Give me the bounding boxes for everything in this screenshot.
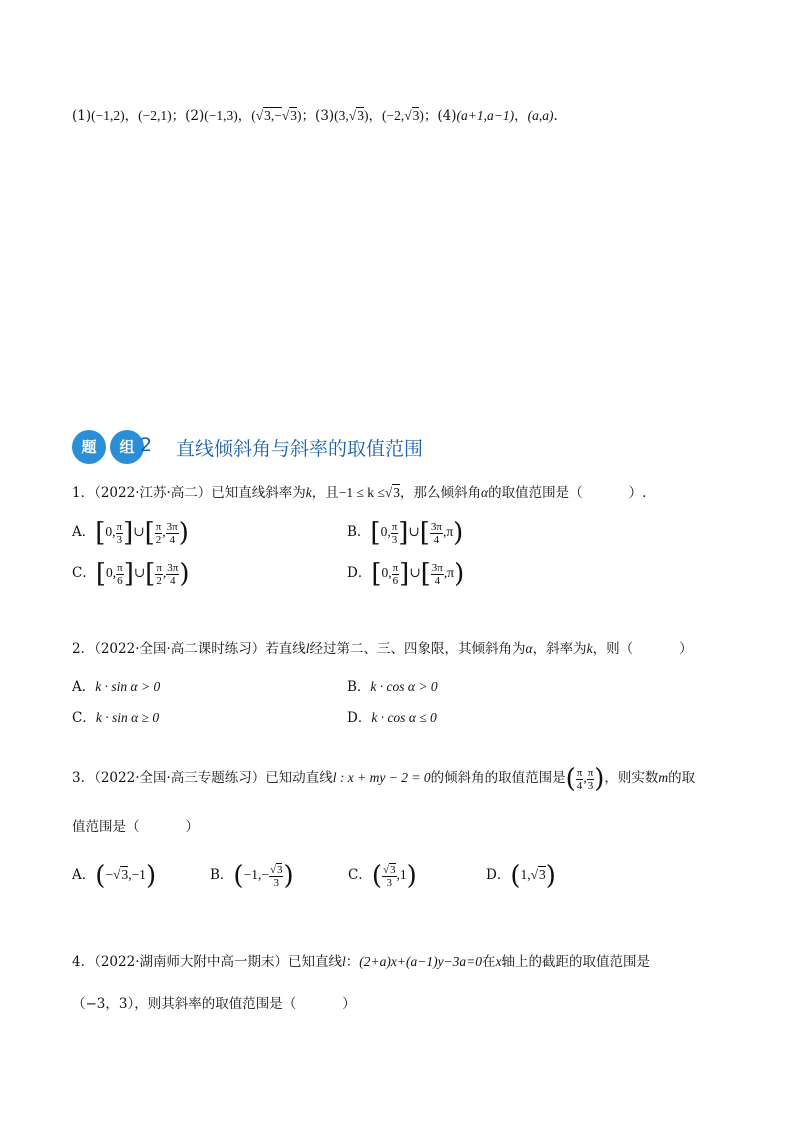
section-heading — [72, 430, 732, 464]
separator: ； — [423, 108, 438, 124]
answer-4b: (a,a) — [527, 108, 554, 123]
q3-option-d[interactable]: D．(1,√3) — [486, 861, 556, 891]
answer-1b: (−2,1) — [138, 108, 172, 123]
q1-option-c[interactable]: C．[0, $\frac{\pi}{6}$ ]∪[ $\frac{\pi}{2}$ , $\frac{3\pi}{4}$ ) — [72, 559, 190, 589]
question-4-line-2: （−3，3），则其斜率的取值范围是（ ） — [72, 996, 356, 1012]
q3-option-b[interactable]: B．(−1,− $\frac{√3}{3}$ ) — [210, 861, 294, 891]
q2-option-c[interactable]: C．k · sin α ≥ 0 — [72, 710, 160, 726]
answer-3b: (−2,√3) — [381, 108, 424, 123]
period: . — [553, 108, 558, 124]
q2-option-d[interactable]: D．k · cos α ≤ 0 — [347, 710, 437, 726]
q2-option-b[interactable]: B．k · cos α > 0 — [347, 679, 438, 695]
question-3: 3．（2022·全国·高三专题练习）已知动直线l : x + my − 2 = 0的倾斜角的取值范围是( $\frac{\pi}{4}$ , $\frac{\pi}{3}$ )，则实数m的取 — [72, 764, 696, 794]
separator: ， — [124, 108, 139, 124]
answer-2b: (√3,−√3) — [251, 108, 302, 123]
answer-part-1-label: (1) — [72, 108, 92, 124]
answer-part-3-label: (3) — [315, 108, 335, 124]
answer-3a: (3,√3) — [334, 108, 369, 123]
answer-part-4-label: (4) — [437, 108, 457, 124]
separator: ， — [237, 108, 252, 124]
answer-part-2-label: (2) — [185, 108, 205, 124]
separator: ； — [171, 108, 186, 124]
question-3-line-2: 值范围是（ ） — [72, 819, 199, 835]
answer-2a: (−1,3) — [204, 108, 238, 123]
question-1: 1．（2022·江苏·高二）已知直线斜率为k，且−1 ≤ k ≤√3，那么倾斜角α的取值范围是（ ）. — [72, 485, 647, 501]
q1-option-b[interactable]: B．[0, $\frac{\pi}{3}$ ]∪[ $\frac{3\pi}{4}$ ,π) — [347, 518, 464, 548]
answer-1a: (−1,2) — [91, 108, 125, 123]
question-2: 2．（2022·全国·高二课时练习）若直线l经过第二、三、四象限，其倾斜角为α，斜率为k，则（ ） — [72, 641, 693, 657]
badge-ti: 题 — [72, 430, 106, 464]
question-4: 4．（2022·湖南师大附中高一期末）已知直线l：(2+a)x+(a−1)y−3a=0在x轴上的截距的取值范围是 — [72, 954, 651, 970]
badge-zu: 组 — [110, 430, 144, 464]
q2-option-a[interactable]: A．k · sin α > 0 — [72, 679, 161, 695]
separator: ； — [301, 108, 316, 124]
q1-option-a[interactable]: A．[0, $\frac{\pi}{3}$ ]∪[ $\frac{\pi}{2}$ , $\frac{3\pi}{4}$ ) — [72, 518, 189, 548]
heading-title: 直线倾斜角与斜率的取值范围 — [176, 438, 424, 460]
separator: ， — [368, 108, 382, 124]
separator: ， — [514, 108, 528, 124]
heading-number: 2 — [140, 434, 153, 456]
q3-option-a[interactable]: A．(−√3,−1) — [72, 861, 157, 891]
answer-4a: (a+1,a−1) — [456, 108, 515, 123]
answer-line — [72, 104, 558, 124]
q3-option-c[interactable]: C．( $\frac{√3}{3}$ ,1) — [348, 861, 417, 891]
q1-option-d[interactable]: D．[0, $\frac{\pi}{6}$ ]∪[ $\frac{3\pi}{4}$ ,π) — [347, 559, 465, 589]
